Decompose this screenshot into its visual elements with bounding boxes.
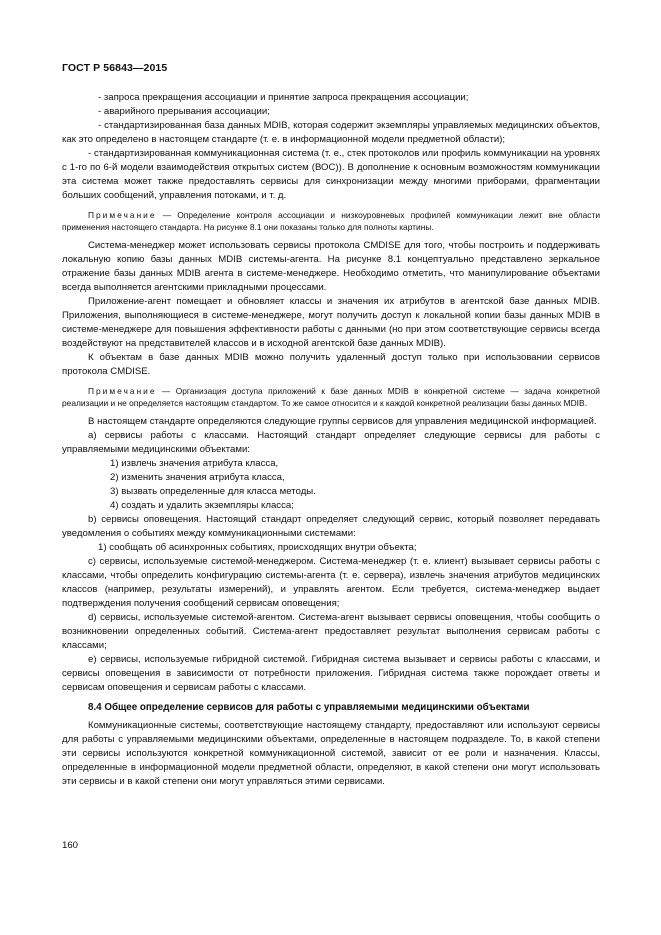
note-label: Примечание <box>88 386 157 396</box>
sub-list-item: 1) сообщать об асинхронных событиях, происходящих внутри объекта; <box>98 542 417 553</box>
note-text: — Организация доступа приложений к базе данных MDIB в конкретной системе — задача конкретной реализации и не определяется настоящим стандартом. То же самое относится и к каждой конкретной реализации базы данных MDIB. <box>62 386 600 408</box>
bullet-item: - запроса прекращения ассоциации и принятие запроса прекращения ассоциации; <box>98 92 469 103</box>
note <box>62 209 600 233</box>
paragraph: Коммуникационные системы, соответствующие настоящему стандарту, предоставляют или используют сервисы для работы с управляемыми медицинскими объектами, определенные в настоящем подразделе. То, в какой степени эти сервисы используются конкретной коммуникационной системой, зависит от ее роли и назначения. Классы, определенные в информационной модели предметной области, определяют, в какой степени они могут использовать эти сервисы и в какой степени они могут управляться этими сервисами. <box>62 720 600 787</box>
sub-list-item: 2) изменить значения атрибута класса, <box>110 472 285 483</box>
page-number: 160 <box>62 840 79 851</box>
paragraph: Система-менеджер может использовать сервисы протокола CMDISE для того, чтобы построить и поддерживать локальную копию базы данных MDIB системы-агента. На рисунке 8.1 концептуально представлено зеркальное отражение базы данных MDIB агента в системе-менеджере. Необходимо отметить, что манипулирование объектами всегда выполняется агентскими прикладными процессами. <box>62 240 600 293</box>
sub-list-item: 3) вызвать определенные для класса методы. <box>110 486 316 497</box>
paragraph: В настоящем стандарте определяются следующие группы сервисов для управления медицинской информацией. <box>88 416 597 427</box>
sub-list-item: 4) создать и удалить экземпляры класса; <box>110 500 294 511</box>
list-item: e) сервисы, используемые гибридной системой. Гибридная система вызывает и сервисы работы с классами, и сервисы оповещения в зависимости от потребности приложения. Гибридная система также порождает ответы и сервисам оповещения и сервисам работы с классами. <box>62 654 600 693</box>
note <box>62 385 600 409</box>
list-item: а) сервисы работы с классами. Настоящий стандарт определяет следующие сервисы для работы с управляемыми медицинскими объектами: <box>62 430 600 455</box>
list-item: c) сервисы, используемые системой-менеджером. Система-менеджер (т. е. клиент) вызывает сервисы работы с классами, чтобы определить конфигурацию системы-агента (т. е. сервера), извлечь значения атрибутов медицинских классов (например, результаты измерений), и управлять агентом. Если требуется, система-менеджер выдает подтверждения получения сообщений сервисам оповещения; <box>62 556 600 609</box>
paragraph: Приложение-агент помещает и обновляет классы и значения их атрибутов в агентской базе данных MDIB. Приложения, выполняющиеся в системе-менеджере, могут получить доступ к локальной копии базы данных MDIB в системе-менеджере для повышения эффективности работы с данными (но при этом соответствующие сервисы всегда воздействуют на представителей классов и в исходной агентской базе данных MDIB). <box>62 296 600 349</box>
sub-list-item: 1) извлечь значения атрибута класса, <box>110 458 279 469</box>
bullet-item: - аварийного прерывания ассоциации; <box>98 106 270 117</box>
document-header: ГОСТ Р 56843—2015 <box>62 62 168 74</box>
paragraph: К объектам в базе данных MDIB можно получить удаленный доступ только при использовании сервисов протокола CMDISE. <box>62 352 600 377</box>
list-item: d) сервисы, используемые системой-агентом. Система-агент вызывает сервисы оповещения, чтобы сообщить о возникновении определенных событий. Система-агент предоставляет результат выполнения сервисам работы с классами; <box>62 612 600 651</box>
note-text: — Определение контроля ассоциации и низкоуровневых профилей коммуникации лежит вне области применения настоящего стандарта. На рисунке 8.1 они показаны только для полноты картины. <box>62 210 600 232</box>
bullet-item: - стандартизированная база данных MDIB, которая содержит экземпляры управляемых медицинских объектов, как это определено в настоящем стандарте (т. е. в информационной модели предметной области); <box>62 120 600 145</box>
document-body <box>62 91 600 789</box>
list-item: b) сервисы оповещения. Настоящий стандарт определяет следующий сервис, который позволяет передавать уведомления о событиях между коммуникационными системами: <box>62 514 600 539</box>
section-heading: 8.4 Общее определение сервисов для работы с управляемыми медицинскими объектами <box>88 702 530 713</box>
bullet-item: - стандартизированная коммуникационная система (т. е., стек протоколов или профиль коммуникации на уровнях с 1-го по 6-й модели взаимодействия открытых систем (ВОС)). В дополнение к основным возможностям коммуникации эта система может также предоставлять сервисы для синхронизации между многими приборами, фрагментации больших сообщений, управления потоками, и т. д. <box>62 148 600 201</box>
note-label: Примечание <box>88 210 157 220</box>
